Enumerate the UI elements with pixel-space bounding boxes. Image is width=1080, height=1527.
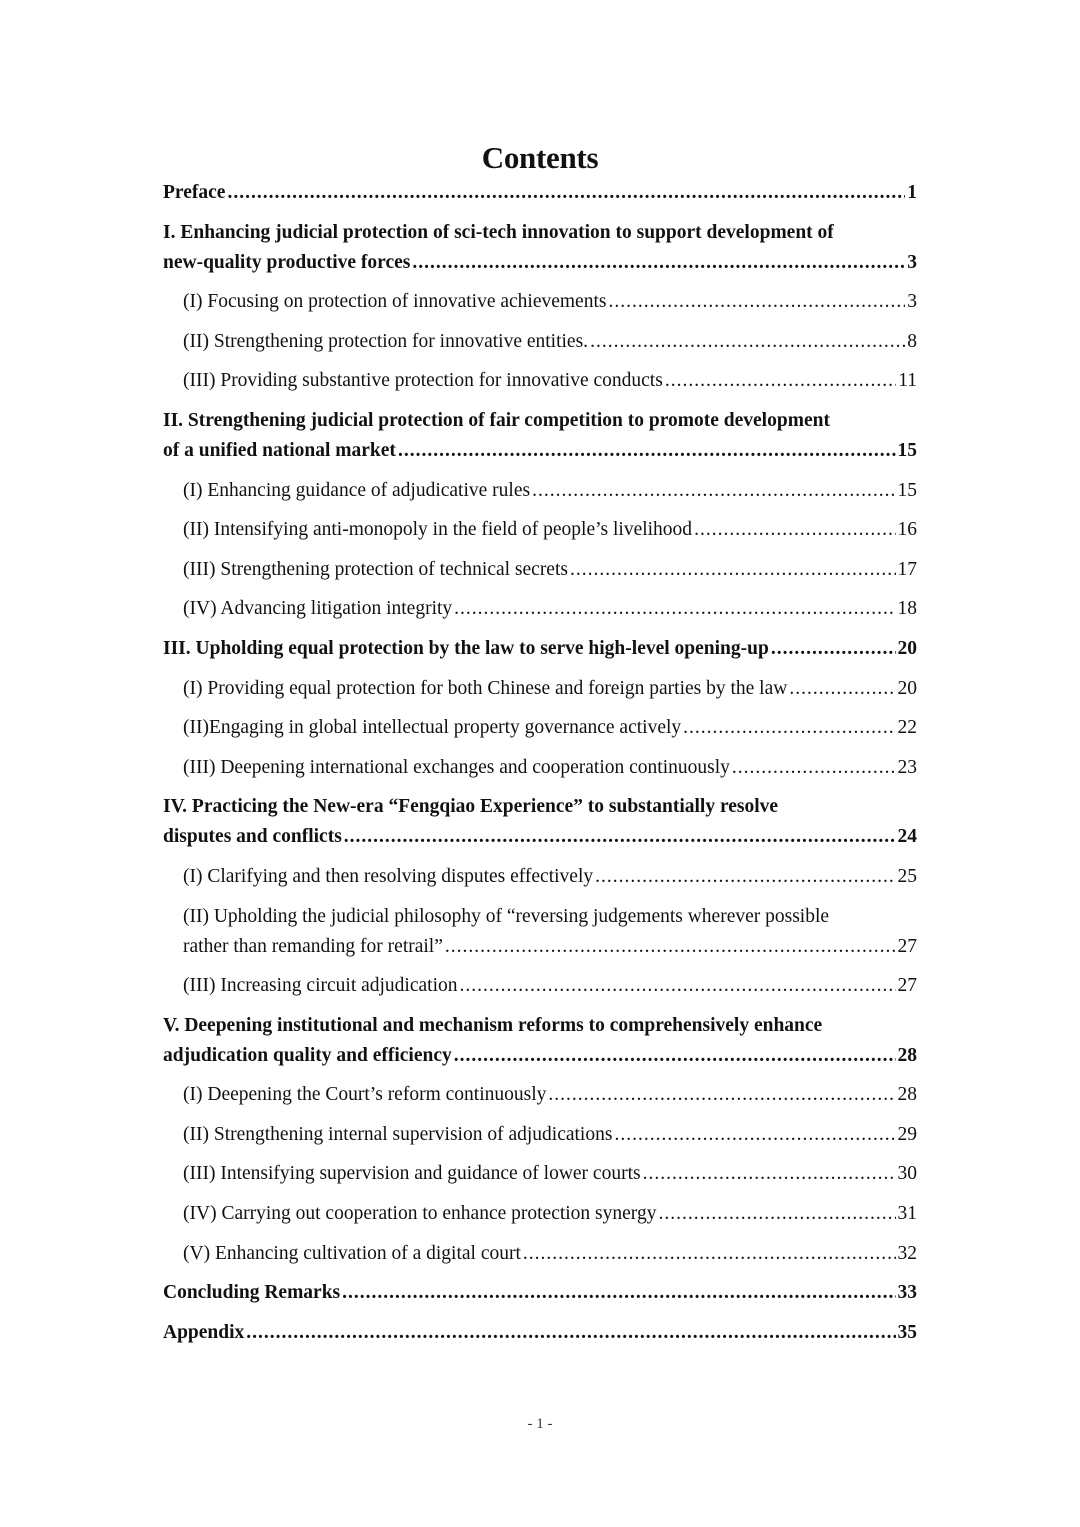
dot-leader: [595, 862, 895, 892]
dot-leader: [608, 287, 905, 317]
dot-leader: [227, 178, 905, 208]
toc-entry[interactable]: [163, 515, 917, 545]
dot-leader: [398, 436, 896, 466]
toc-entry-title: Concluding Remarks: [163, 1282, 341, 1304]
toc-entry-page-number: 16: [897, 519, 917, 541]
toc-entry-title: III. Upholding equal protection by the law to serve high-level opening-up: [163, 637, 769, 659]
toc-entry-title: Appendix: [163, 1321, 245, 1343]
toc-entry-page-number: 28: [897, 1044, 917, 1066]
toc-entry-page-number: 24: [897, 826, 917, 848]
toc-entry[interactable]: [163, 1199, 917, 1229]
toc-entry-title: (I) Deepening the Court’s reform continuously: [183, 1084, 547, 1106]
dot-leader: [454, 1041, 896, 1071]
toc-entry[interactable]: [163, 476, 917, 506]
toc-entry[interactable]: [163, 862, 917, 892]
dot-leader: [454, 594, 895, 624]
toc-entry[interactable]: [163, 1278, 917, 1308]
toc-entry-title-line: II. Strengthening judicial protection of fair competition to promote development: [163, 409, 830, 431]
toc-entry-title: disputes and conflicts: [163, 826, 342, 848]
toc-entry-title: (V) Enhancing cultivation of a digital court: [183, 1242, 521, 1264]
page-number-footer: - 1 -: [527, 1416, 553, 1432]
toc-entry[interactable]: [163, 1120, 917, 1150]
toc-entry-page-number: 1: [907, 182, 917, 203]
toc-entry-page-number: 32: [897, 1242, 917, 1264]
dot-leader: [590, 327, 905, 357]
toc-entry[interactable]: [163, 634, 917, 664]
toc-entry[interactable]: [163, 218, 917, 278]
table-of-contents: [163, 178, 917, 1357]
toc-entry[interactable]: [163, 971, 917, 1001]
toc-entry-title: (I) Providing equal protection for both Chinese and foreign parties by the law: [183, 677, 788, 699]
page-title: Contents: [481, 140, 599, 175]
dot-leader: [246, 1318, 895, 1348]
toc-entry[interactable]: [163, 753, 917, 783]
toc-entry-title: (II) Intensifying anti-monopoly in the field of people’s livelihood: [183, 519, 693, 541]
dot-leader: [789, 674, 895, 704]
toc-entry[interactable]: [163, 594, 917, 624]
toc-entry-title: (II) Strengthening internal supervision of adjudications: [183, 1123, 613, 1145]
toc-entry-title: new-quality productive forces: [163, 251, 411, 273]
toc-entry[interactable]: [163, 1080, 917, 1110]
toc-entry[interactable]: [163, 1011, 917, 1071]
toc-entry-page-number: 15: [897, 439, 917, 461]
toc-entry[interactable]: [163, 1318, 917, 1348]
dot-leader: [523, 1239, 896, 1269]
toc-entry[interactable]: [163, 1239, 917, 1269]
toc-entry-page-number: 25: [897, 865, 917, 887]
toc-entry-page-number: 27: [897, 975, 917, 997]
toc-entry-title: (II)Engaging in global intellectual property governance actively: [183, 717, 682, 739]
dot-leader: [445, 932, 896, 962]
toc-entry-page-number: 35: [897, 1321, 917, 1343]
toc-entry[interactable]: [163, 366, 917, 396]
toc-entry-page-number: 23: [897, 756, 917, 778]
toc-entry-page-number: 8: [907, 330, 917, 352]
toc-entry-title: (III) Increasing circuit adjudication: [183, 975, 458, 997]
toc-entry-title: (III) Providing substantive protection for innovative conducts: [183, 370, 663, 392]
toc-entry[interactable]: [163, 327, 917, 357]
toc-entry[interactable]: [163, 406, 917, 466]
dot-leader: [683, 713, 895, 743]
dot-leader: [412, 248, 905, 278]
dot-leader: [771, 634, 896, 664]
toc-entry[interactable]: [163, 792, 917, 852]
toc-entry-title-line: I. Enhancing judicial protection of sci-tech innovation to support development of: [163, 221, 834, 243]
toc-entry-page-number: 20: [897, 637, 917, 659]
toc-entry[interactable]: [163, 1159, 917, 1189]
toc-entry-title-line: IV. Practicing the New-era “Fengqiao Experience” to substantially resolve: [163, 796, 779, 818]
dot-leader: [694, 515, 895, 545]
dot-leader: [665, 366, 896, 396]
toc-entry-title-line: V. Deepening institutional and mechanism reforms to comprehensively enhance: [163, 1014, 823, 1036]
toc-entry-page-number: 30: [897, 1163, 917, 1185]
toc-entry-title: (I) Focusing on protection of innovative achievements: [183, 291, 607, 313]
dot-leader: [570, 555, 896, 585]
toc-entry-page-number: 3: [907, 251, 917, 273]
dot-leader: [614, 1120, 895, 1150]
toc-entry[interactable]: [163, 287, 917, 317]
toc-entry-page-number: 22: [897, 717, 917, 739]
toc-entry-page-number: 17: [897, 558, 917, 580]
toc-entry-page-number: 3: [907, 291, 917, 313]
dot-leader: [532, 476, 895, 506]
toc-entry-page-number: 11: [898, 370, 917, 392]
toc-entry[interactable]: [163, 555, 917, 585]
toc-entry[interactable]: [163, 178, 917, 208]
toc-entry-title: adjudication quality and efficiency: [163, 1044, 452, 1066]
dot-leader: [643, 1159, 896, 1189]
toc-entry-title: of a unified national market: [163, 439, 396, 461]
toc-entry-title: (I) Enhancing guidance of adjudicative rules: [183, 479, 531, 501]
dot-leader: [732, 753, 896, 783]
toc-entry-page-number: 18: [897, 598, 917, 620]
dot-leader: [344, 822, 896, 852]
dot-leader: [342, 1278, 895, 1308]
toc-entry-page-number: 28: [897, 1084, 917, 1106]
toc-entry-title: (III) Strengthening protection of technical secrets: [183, 558, 568, 580]
toc-entry-title: rather than remanding for retrail”: [183, 935, 443, 957]
toc-entry[interactable]: [163, 902, 917, 962]
toc-entry-title: (III) Intensifying supervision and guidance of lower courts: [183, 1163, 641, 1185]
toc-entry-title: (III) Deepening international exchanges and cooperation continuously: [183, 756, 730, 778]
dot-leader: [460, 971, 896, 1001]
toc-entry-page-number: 29: [897, 1123, 917, 1145]
toc-entry-page-number: 15: [897, 479, 917, 501]
toc-entry-title: (I) Clarifying and then resolving disputes effectively: [183, 865, 594, 887]
toc-entry-page-number: 31: [897, 1203, 917, 1225]
toc-entry[interactable]: [163, 674, 917, 704]
toc-entry-page-number: 33: [897, 1282, 917, 1304]
dot-leader: [658, 1199, 895, 1229]
toc-entry-page-number: 20: [897, 677, 917, 699]
toc-entry-title: (II) Strengthening protection for innovative entities.: [183, 330, 589, 352]
toc-entry[interactable]: [163, 713, 917, 743]
toc-entry-title: (IV) Advancing litigation integrity: [183, 598, 453, 620]
toc-entry-title-line: (II) Upholding the judicial philosophy of “reversing judgements wherever possible: [183, 905, 830, 927]
toc-entry-title: Preface: [163, 182, 226, 203]
toc-entry-title: (IV) Carrying out cooperation to enhance protection synergy: [183, 1203, 657, 1225]
toc-entry-page-number: 27: [897, 935, 917, 957]
dot-leader: [548, 1080, 895, 1110]
